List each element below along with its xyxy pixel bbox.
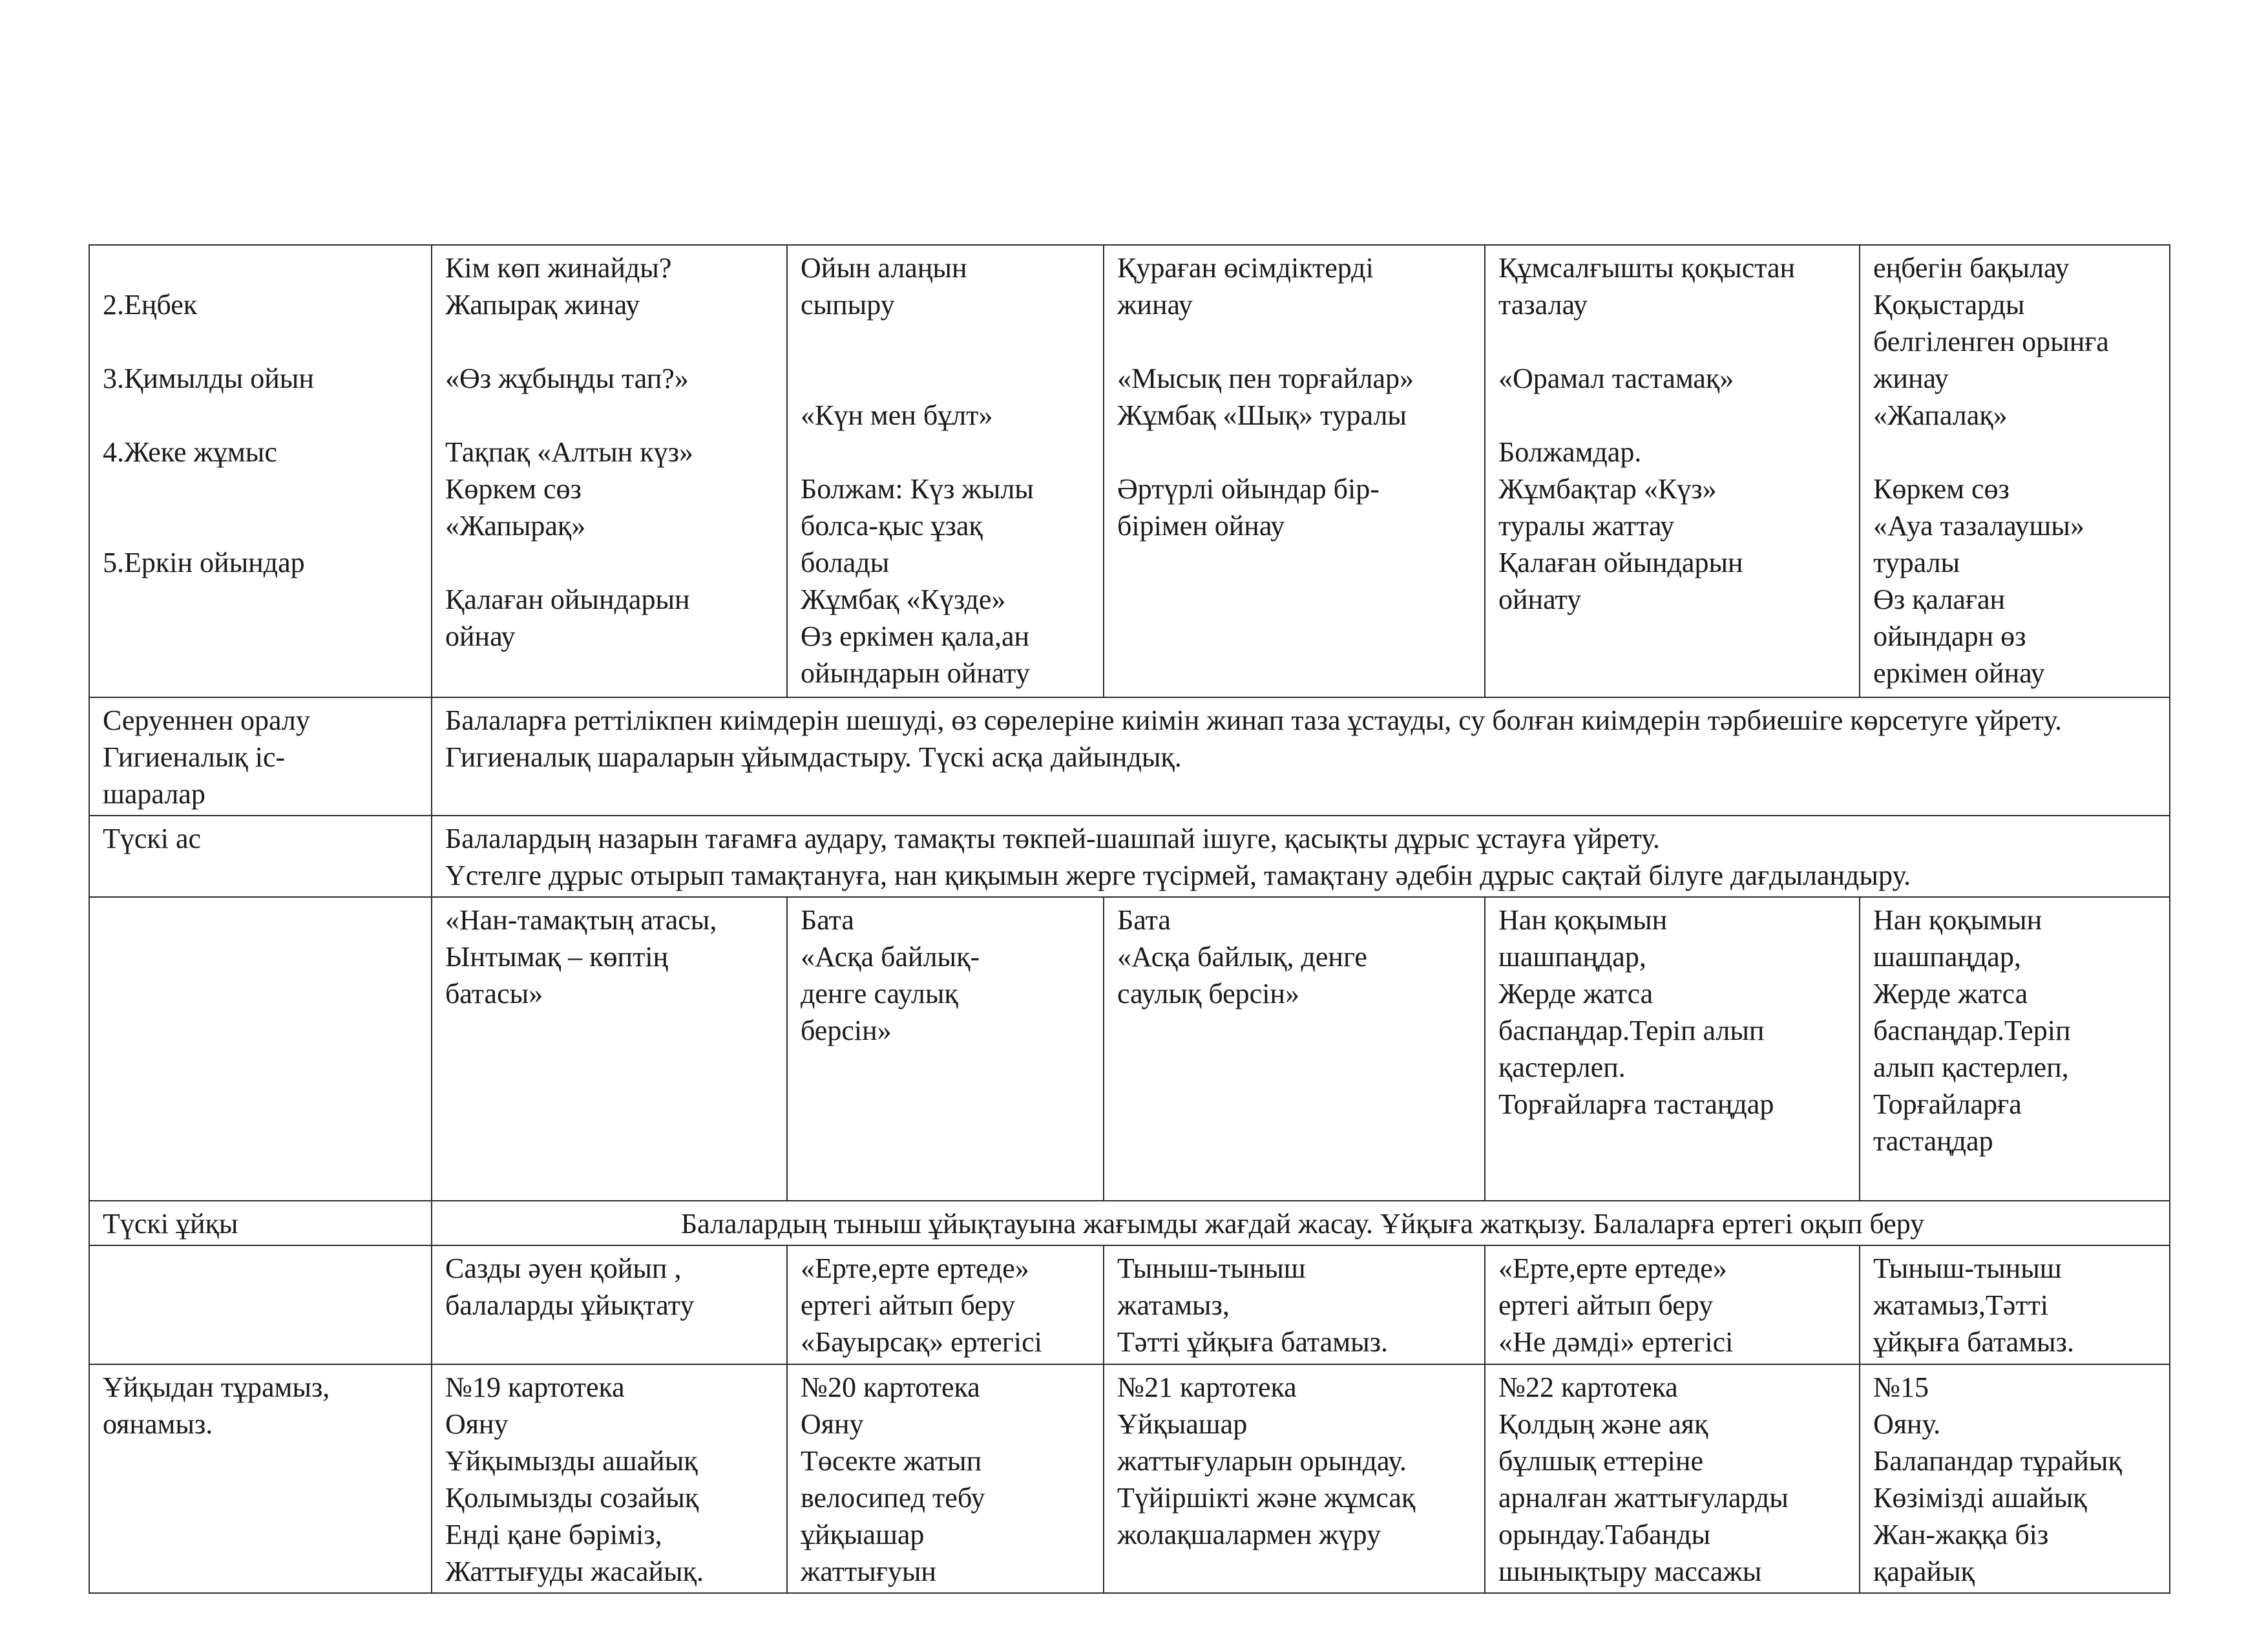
day-cell-1: №19 картотека Ояну Ұйқымызды ашайық Қолымызды созайық Енді қане бәріміз, Жаттығуды жасайық. xyxy=(432,1364,787,1593)
day-cell-4: Құмсалғышты қоқыстан тазалау «Орамал тастамақ» Болжамдар. Жұмбақтар «Күз» туралы жаттау Қалаған ойындарын ойнату xyxy=(1485,245,1860,697)
lunch-description: Балалардың назарын тағамға аудару, тамақты төкпей-шашпай ішуге, қасықты дұрыс ұстауға үйрету. Үстелге дұрыс отырып тамақтануға, нан қиқымын жерге түсірмей, тамақтану әдебін дұрыс сақтай білуге дағдыландыру. xyxy=(432,816,2170,897)
day-cell-1: «Нан-тамақтың атасы, Ынтымақ – көптің батасы» xyxy=(432,897,787,1201)
table-row-blessing xyxy=(89,897,2170,1201)
row-label-sleep xyxy=(89,1245,432,1364)
row-label-nap: Түскі ұйқы xyxy=(89,1201,432,1245)
table-row-nap xyxy=(89,1201,2170,1245)
day-cell-1: Кім көп жинайды? Жапырақ жинау «Өз жұбыңды тап?» Тақпақ «Алтын күз» Көркем сөз «Жапырақ» Қалаған ойындарын ойнау xyxy=(432,245,787,697)
day-cell-5: Тыныш-тыныш жатамыз,Тәтті ұйқыға батамыз. xyxy=(1860,1245,2170,1364)
nap-description: Балалардың тыныш ұйықтауына жағымды жағдай жасау. Ұйқыға жатқызу. Балаларға ертегі оқып беру xyxy=(432,1201,2170,1245)
row-label-wakeup: Ұйқыдан тұрамыз, оянамыз. xyxy=(89,1364,432,1593)
day-cell-3: Қураған өсімдіктерді жинау «Мысық пен торғайлар» Жұмбақ «Шық» туралы Әртүрлі ойындар бір- бірімен ойнау xyxy=(1104,245,1485,697)
day-cell-5: Нан қоқымын шашпаңдар, Жерде жатса баспаңдар.Теріп алып қастерлеп, Торғайларға тастаңдар xyxy=(1860,897,2170,1201)
table-row-lunch xyxy=(89,816,2170,897)
day-cell-1: Сазды әуен қойып , балаларды ұйықтату xyxy=(432,1245,787,1364)
day-cell-3: Бата «Асқа байлық, денге саулық берсін» xyxy=(1104,897,1485,1201)
day-cell-2: Бата «Асқа байлық- денге саулық берсін» xyxy=(787,897,1104,1201)
daily-schedule-table xyxy=(89,244,2170,1594)
table-row-sleep xyxy=(89,1245,2170,1364)
day-cell-3: №21 картотека Ұйқыашар жаттығуларын орындау. Түйіршікті және жұмсақ жолақшалармен жүру xyxy=(1104,1364,1485,1593)
day-cell-2: №20 картотека Ояну Төсекте жатып велосипед тебу ұйқыашар жаттығуын xyxy=(787,1364,1104,1593)
day-cell-2: «Ерте,ерте ертеде» ертегі айтып беру «Бауырсақ» ертегісі xyxy=(787,1245,1104,1364)
table-row-wakeup xyxy=(89,1364,2170,1593)
row-label-lunch: Түскі ас xyxy=(89,816,432,897)
day-cell-4: «Ерте,ерте ертеде» ертегі айтып беру «Не дәмді» ертегісі xyxy=(1485,1245,1860,1364)
row-label-return: Серуеннен оралу Гигиеналық іс- шаралар xyxy=(89,697,432,816)
day-cell-3: Тыныш-тыныш жатамыз, Тәтті ұйқыға батамыз. xyxy=(1104,1245,1485,1364)
return-description: Балаларға реттілікпен киімдерін шешуді, өз сөрелеріне киімін жинап таза ұстауды, су болған киімдерін тәрбиешіге көрсетуге үйрету. Гигиеналық шараларын ұйымдастыру. Түскі асқа дайындық. xyxy=(432,697,2170,816)
day-cell-2: Ойын алаңын сыпыру «Күн мен бұлт» Болжам: Күз жылы болса-қыс ұзақ болады Жұмбақ «Күзде» Өз еркімен қала,ан ойындарын ойнату xyxy=(787,245,1104,697)
row-label-activities: 2.Еңбек 3.Қимылды ойын 4.Жеке жұмыс 5.Еркін ойындар xyxy=(89,245,432,697)
table-row-return-hygiene xyxy=(89,697,2170,816)
day-cell-4: Нан қоқымын шашпаңдар, Жерде жатса баспаңдар.Теріп алып қастерлеп. Торғайларға тастаңдар xyxy=(1485,897,1860,1201)
day-cell-5: еңбегін бақылау Қоқыстарды белгіленген орынға жинау «Жапалақ» Көркем сөз «Ауа тазалаушы» туралы Өз қалаған ойындарн өз еркімен ойнау xyxy=(1860,245,2170,697)
row-label-blessing xyxy=(89,897,432,1201)
day-cell-5: №15 Ояну. Балапандар тұрайық Көзімізді ашайық Жан-жаққа біз қарайық xyxy=(1860,1364,2170,1593)
table-row-walk-activities xyxy=(89,245,2170,697)
day-cell-4: №22 картотека Қолдың және аяқ бұлшық еттеріне арналған жаттығуларды орындау.Табанды шынықтыру массажы xyxy=(1485,1364,1860,1593)
